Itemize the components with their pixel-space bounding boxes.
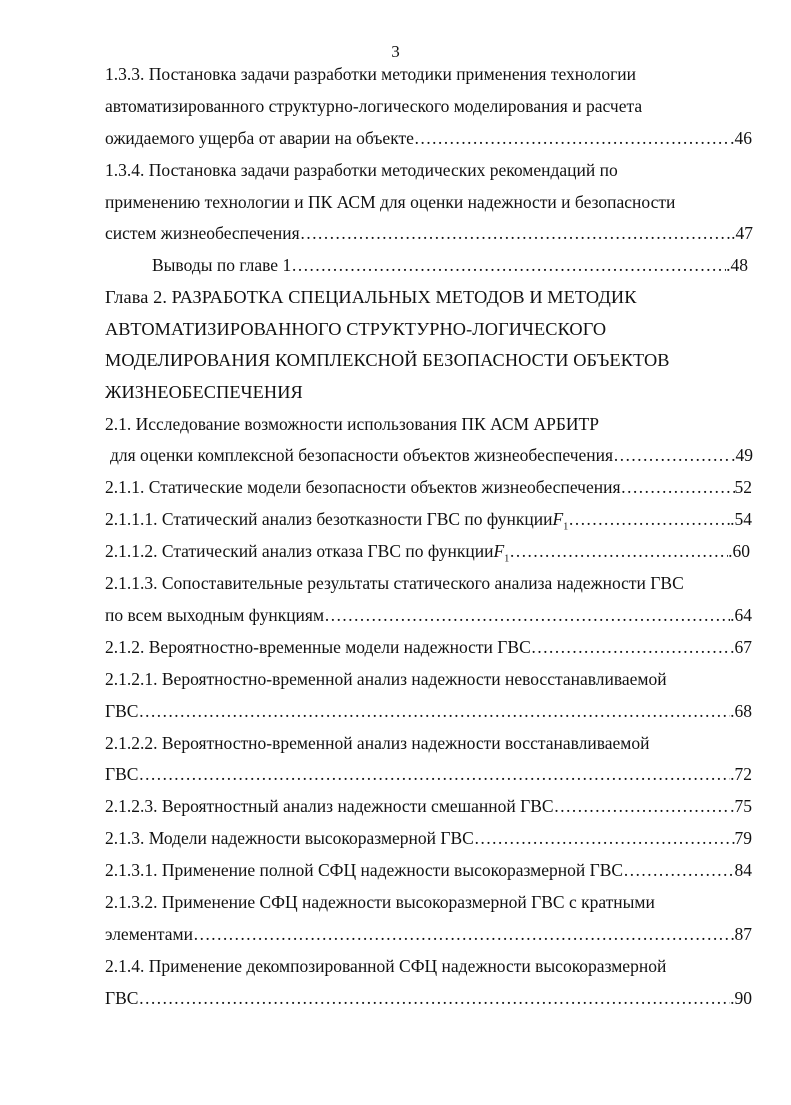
- toc-entry: [105, 923, 752, 945]
- toc-entry-page: .75: [730, 796, 752, 816]
- toc-entry-page: .67: [730, 637, 752, 657]
- toc-entry: [105, 604, 752, 626]
- chapter-heading: МОДЕЛИРОВАНИЯ КОМПЛЕКСНОЙ БЕЗОПАСНОСТИ ОБЪЕКТОВ: [105, 350, 670, 370]
- toc-line: применению технологии и ПК АСМ для оценки надежности и безопасности: [105, 192, 676, 212]
- leader-dots: [568, 508, 730, 530]
- leader-dots: [621, 476, 735, 498]
- toc-entry-page: .60: [728, 541, 750, 561]
- toc-line: 2.1.2.2. Вероятностно-временной анализ надежности восстанавливаемой: [105, 733, 650, 753]
- leader-dots: [138, 763, 730, 785]
- leader-dots: [138, 700, 730, 722]
- function-symbol: $F_1$: [493, 541, 510, 565]
- toc-entry-page: .49: [731, 445, 753, 465]
- toc-line: 2.1.3.2. Применение СФЦ надежности высокоразмерной ГВС с кратными: [105, 892, 655, 912]
- leader-dots: [414, 127, 730, 149]
- toc-entry-title: ГВС: [105, 764, 139, 784]
- page-number: 3: [391, 42, 400, 61]
- toc-entry: [105, 476, 752, 498]
- toc-entry-title: 2.1.2. Вероятностно-временные модели надежности ГВС: [105, 637, 531, 657]
- toc-entry: [152, 254, 748, 276]
- toc-entry-title: ГВС: [105, 988, 139, 1008]
- toc-entry-title: 2.1.1. Статические модели безопасности объектов жизнеобеспечения: [105, 477, 621, 497]
- toc-entry-page: .90: [730, 988, 752, 1008]
- toc-entry-title: 2.1.1.2. Статический анализ отказа ГВС по функции: [105, 541, 494, 561]
- toc-entry-title: Выводы по главе 1: [152, 255, 292, 275]
- leader-dots: [613, 444, 731, 466]
- toc-entry-title: 2.1.2.3. Вероятностный анализ надежности смешанной ГВС: [105, 796, 554, 816]
- toc-entry-page: 84: [734, 860, 752, 880]
- toc-entry: [105, 763, 752, 785]
- leader-dots: [509, 540, 728, 562]
- toc-line: автоматизированного структурно-логического моделирования и расчета: [105, 96, 643, 116]
- toc-entry: [105, 827, 752, 849]
- toc-entry: [110, 444, 753, 466]
- toc-entry: [105, 859, 752, 881]
- toc-entry-page: .68: [730, 701, 752, 721]
- toc-entry-title: ГВС: [105, 701, 139, 721]
- toc-entry: [105, 127, 752, 149]
- leader-dots: [531, 636, 730, 658]
- toc-entry-page: .48: [726, 255, 748, 275]
- leader-dots: [300, 222, 731, 244]
- toc-entry-title: 2.1.1.1. Статический анализ безотказности ГВС по функции: [105, 509, 553, 529]
- toc-entry-page: .64: [730, 605, 752, 625]
- toc-entry-page: .54: [730, 509, 752, 529]
- toc-entry-page: 79: [734, 828, 752, 848]
- leader-dots: [623, 859, 734, 881]
- toc-entry-page: 52: [734, 477, 752, 497]
- toc-entry-page: .72: [730, 764, 752, 784]
- function-symbol: $F_1$: [552, 509, 569, 533]
- toc-line: 1.3.3. Постановка задачи разработки методики применения технологии: [105, 64, 637, 84]
- toc-entry: [105, 636, 752, 658]
- toc-entry: [105, 987, 752, 1009]
- toc-entry: [105, 700, 752, 722]
- toc-entry-title: по всем выходным функциям: [105, 605, 325, 625]
- leader-dots: [193, 923, 735, 945]
- toc-entry-title: ожидаемого ущерба от аварии на объекте: [105, 128, 414, 148]
- toc-entry-page: .47: [731, 223, 753, 243]
- toc-line: 1.3.4. Постановка задачи разработки методических рекомендаций по: [105, 160, 618, 180]
- toc-entry: [105, 795, 752, 817]
- leader-dots: [474, 827, 735, 849]
- toc-entry-title: элементами: [105, 924, 193, 944]
- toc-line: 2.1. Исследование возможности использования ПК АСМ АРБИТР: [105, 414, 599, 434]
- toc-entry: [105, 540, 750, 565]
- leader-dots: [291, 254, 726, 276]
- chapter-heading: ЖИЗНЕОБЕСПЕЧЕНИЯ: [105, 382, 303, 402]
- toc-entry-title: 2.1.3.1. Применение полной СФЦ надежности высокоразмерной ГВС: [105, 860, 624, 880]
- leader-dots: [554, 795, 731, 817]
- toc-line: 2.1.1.3. Сопоставительные результаты статического анализа надежности ГВС: [105, 573, 684, 593]
- toc-line: 2.1.2.1. Вероятностно-временной анализ надежности невосстанавливаемой: [105, 669, 667, 689]
- toc-entry: [105, 222, 753, 244]
- leader-dots: [324, 604, 730, 626]
- chapter-heading: АВТОМАТИЗИРОВАННОГО СТРУКТУРНО-ЛОГИЧЕСКОГО: [105, 319, 607, 339]
- toc-entry-title: 2.1.3. Модели надежности высокоразмерной ГВС: [105, 828, 474, 848]
- toc-line: 2.1.4. Применение декомпозированной СФЦ надежности высокоразмерной: [105, 956, 667, 976]
- toc-entry-title: систем жизнеобеспечения: [105, 223, 300, 243]
- toc-entry-title: для оценки комплексной безопасности объектов жизнеобеспечения: [110, 445, 614, 465]
- toc-entry-page: .46: [730, 128, 752, 148]
- toc-entry: [105, 508, 752, 533]
- toc-entry-page: 87: [734, 924, 752, 944]
- chapter-heading: Глава 2. РАЗРАБОТКА СПЕЦИАЛЬНЫХ МЕТОДОВ И МЕТОДИК: [105, 287, 637, 307]
- leader-dots: [138, 987, 730, 1009]
